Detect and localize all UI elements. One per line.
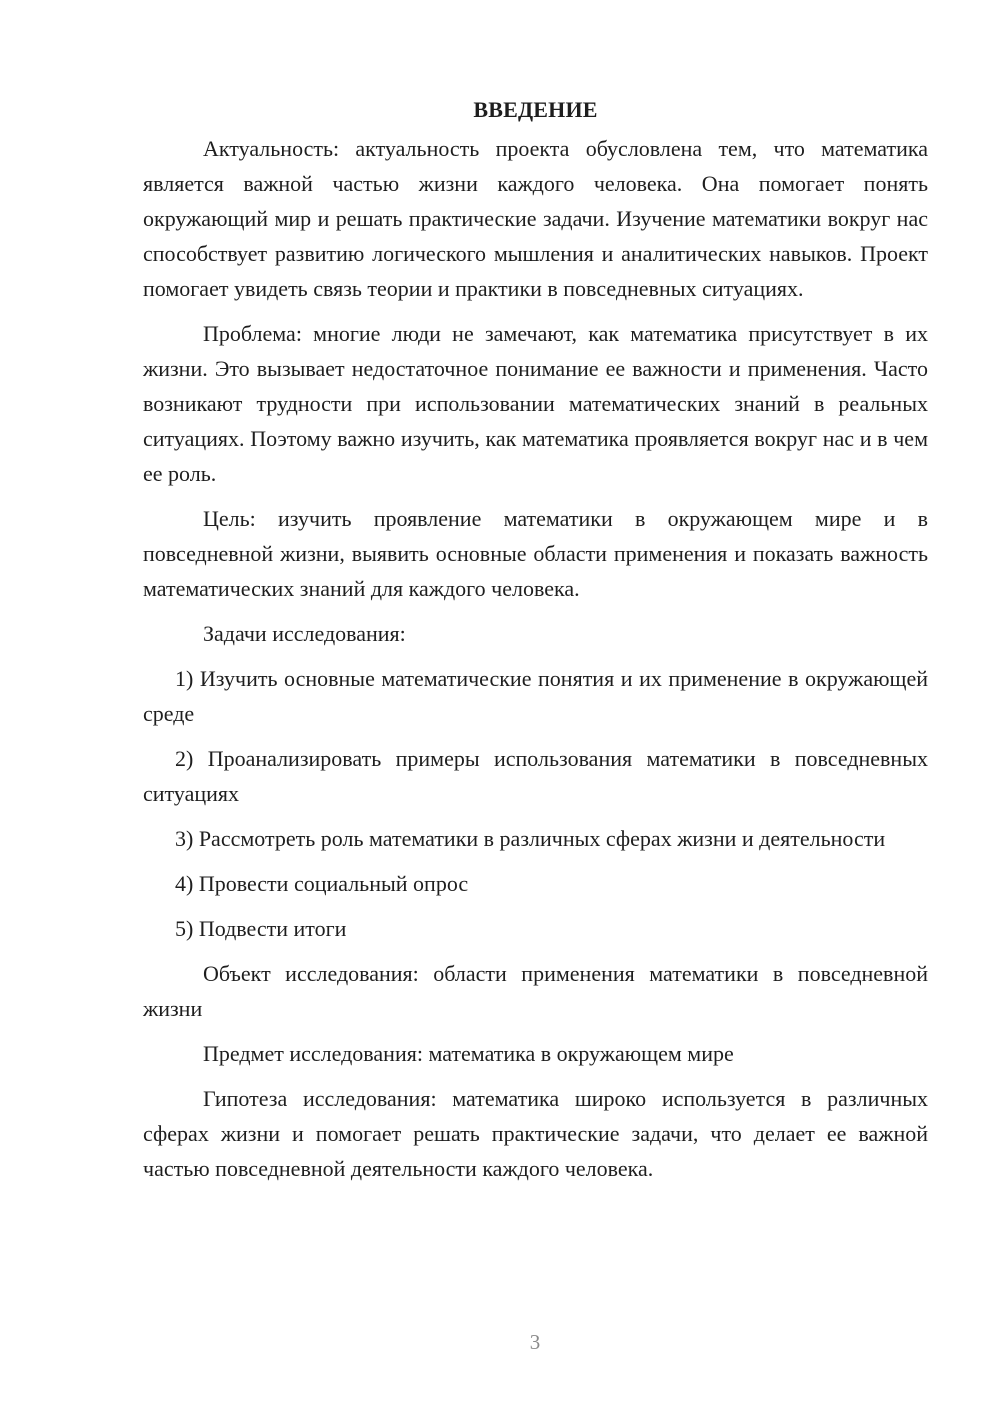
page-number: 3 <box>529 1330 541 1354</box>
task-item: 3) Рассмотреть роль математики в различных сферах жизни и деятельности <box>175 826 886 851</box>
task-item: 5) Подвести итоги <box>175 916 347 941</box>
subject-paragraph: Предмет исследования: математика в окружающем мире <box>203 1041 734 1066</box>
task-item: 4) Провести социальный опрос <box>175 871 469 896</box>
problem-paragraph: Проблема: многие люди не замечают, как математика присутствует в их жизни. Это вызывает недостаточное понимание ее важности и применения. Часто возникают трудности при использовании математических знаний в реальных ситуациях. Поэтому важно изучить, как математика проявляется вокруг нас и в чем ее роль. <box>143 321 928 486</box>
goal-paragraph: Цель: изучить проявление математики в окружающем мире и в повседневной жизни, выявить основные области применения и показать важность математических знаний для каждого человека. <box>143 506 928 601</box>
task-item: 1) Изучить основные математические понятия и их применение в окружающей среде <box>143 666 928 726</box>
task-item: 2) Проанализировать примеры использования математики в повседневных ситуациях <box>143 746 928 806</box>
object-paragraph: Объект исследования: области применения математики в повседневной жизни <box>143 961 928 1021</box>
tasks-heading: Задачи исследования: <box>203 621 406 646</box>
section-heading: ВВЕДЕНИЕ <box>473 97 598 122</box>
hypothesis-paragraph: Гипотеза исследования: математика широко используется в различных сферах жизни и помогает решать практические задачи, что делает ее важной частью повседневной деятельности каждого человека. <box>143 1086 928 1181</box>
tasks-list <box>143 661 928 946</box>
relevance-paragraph: Актуальность: актуальность проекта обусловлена тем, что математика является важной частью жизни каждого человека. Она помогает понять окружающий мир и решать практические задачи. Изучение математики вокруг нас способствует развитию логического мышления и аналитических навыков. Проект помогает увидеть связь теории и практики в повседневных ситуациях. <box>143 136 928 301</box>
document-page <box>143 92 928 1196</box>
